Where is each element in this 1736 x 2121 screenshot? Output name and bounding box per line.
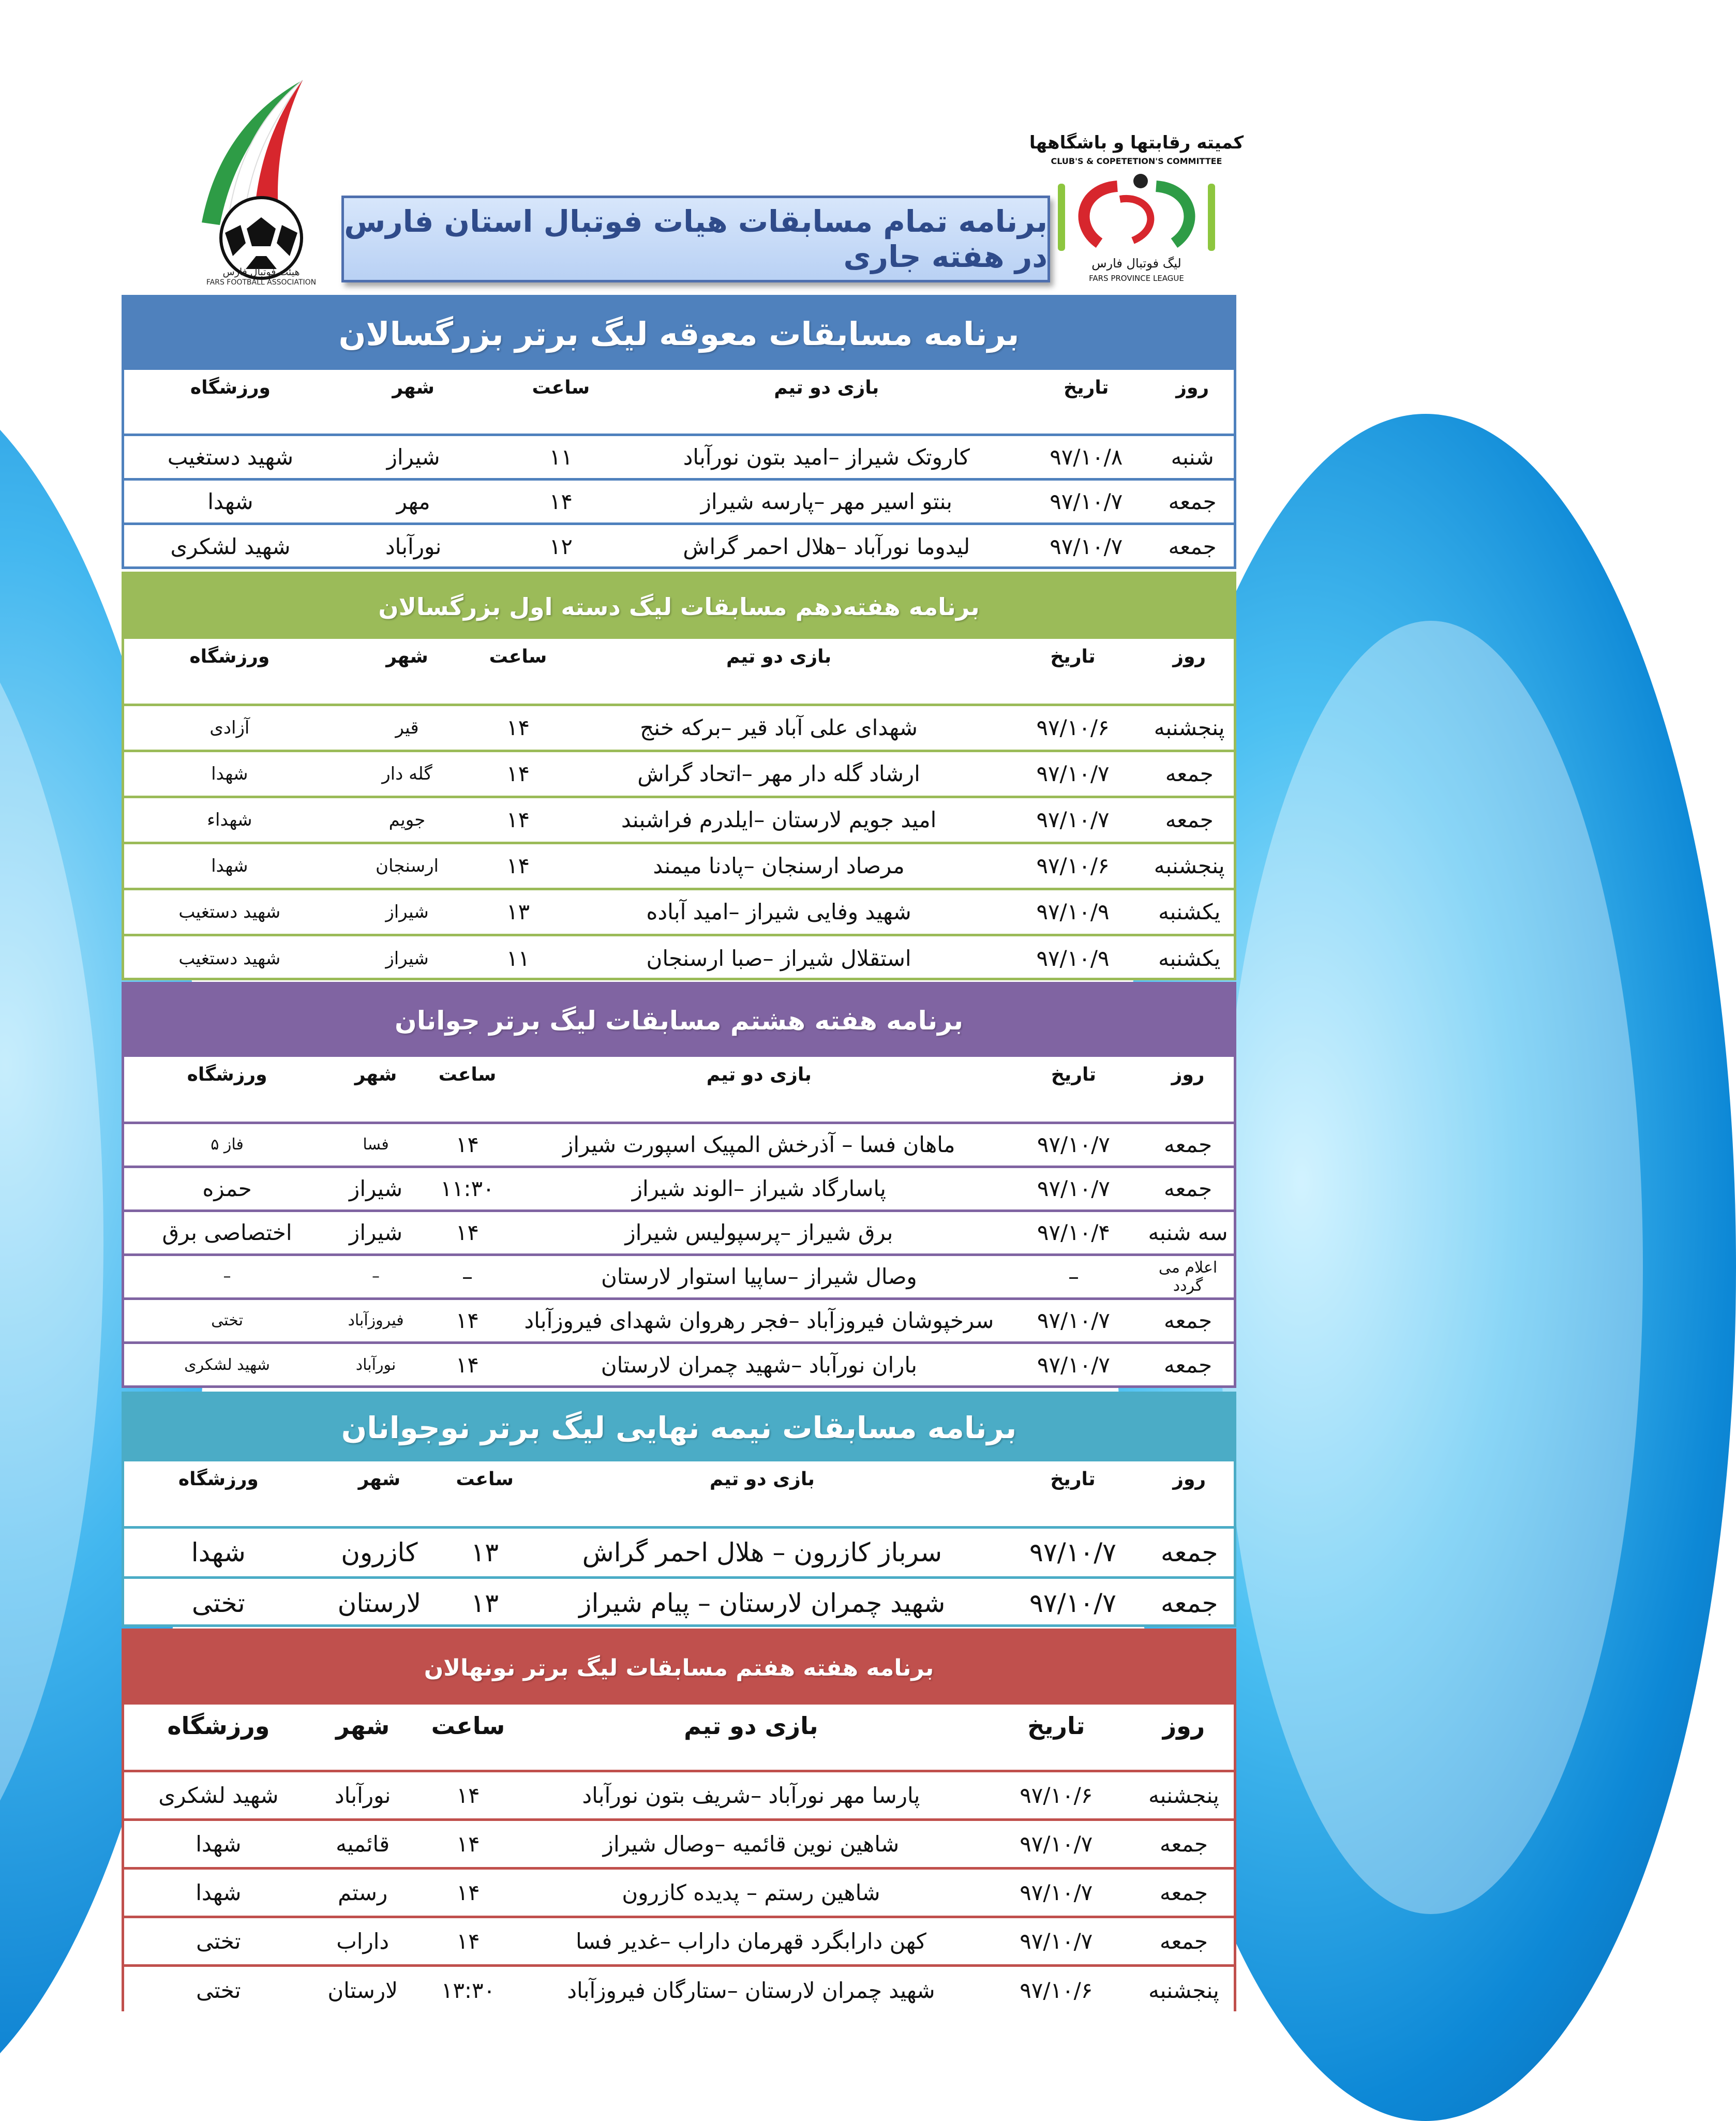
cell-day: جمعه: [1142, 1123, 1234, 1167]
table-header-row: [124, 1705, 1234, 1771]
table-row: [124, 1342, 1234, 1386]
cell-match: کاروتک شیراز –امید بتون نورآباد: [632, 435, 1021, 479]
page-title: برنامه تمام مسابقات هیات فوتبال استان فارس در هفته جاری: [341, 196, 1050, 282]
cell-stadium: شهید دستغیب: [124, 889, 335, 935]
cell-time: ۱۴: [422, 1123, 513, 1167]
left-logo-text-en: FARS FOOTBALL ASSOCIATION: [206, 278, 317, 287]
cell-time: ۱۴: [490, 479, 632, 524]
cell-stadium: تختی: [124, 1577, 313, 1627]
column-header-match: بازی دو تیم: [774, 377, 879, 398]
cell-match: بنتو اسیر مهر –پارسه شیراز: [632, 479, 1021, 524]
cell-stadium: تختی: [124, 1965, 313, 2014]
cell-date: –: [1005, 1254, 1142, 1298]
table-row: [124, 1577, 1234, 1627]
cell-match: شهدای علی آباد قیر –برکه خنج: [557, 705, 1001, 751]
cell-city: شیراز: [335, 889, 480, 935]
column-header-time: ساعت: [532, 377, 590, 398]
table-header-row: [124, 370, 1234, 435]
cell-time: ۱۳: [446, 1577, 523, 1627]
cell-city: شیراز: [335, 935, 480, 981]
column-header-day: روز: [1176, 377, 1209, 398]
cell-city: –: [330, 1254, 422, 1298]
cell-match: شاهین رستم – پدیده کازرون: [523, 1868, 978, 1917]
fars-province-league-logo: [1029, 132, 1244, 285]
cell-time: ۱۴: [479, 705, 557, 751]
schedule-table: [124, 370, 1234, 568]
schedule-section-1: [122, 295, 1236, 569]
cell-city: فسا: [330, 1123, 422, 1167]
right-logo-text-en: CLUB'S & COPETETION'S COMMITTEE: [1051, 156, 1222, 166]
table-row: [124, 524, 1234, 568]
cell-date: ۹۷/۱۰/۷: [1001, 1527, 1145, 1577]
table-row: [124, 435, 1234, 479]
cell-stadium: شهدا: [124, 751, 335, 797]
column-header-date: تاریخ: [1050, 646, 1096, 667]
column-header-date: تاریخ: [1064, 377, 1109, 398]
cell-match: باران نورآباد –شهید چمران لارستان: [513, 1342, 1005, 1386]
cell-date: ۹۷/۱۰/۹: [1001, 889, 1145, 935]
column-header-stadium: ورزشگاه: [189, 646, 270, 667]
cell-time: ۱۳: [479, 889, 557, 935]
schedule-table: [124, 1461, 1234, 1627]
cell-stadium: تختی: [124, 1298, 330, 1342]
schedule-table: [124, 1705, 1234, 2014]
cell-stadium: شهدا: [124, 1527, 313, 1577]
section-title: برنامه مسابقات معوقه لیگ برتر بزرگسالان: [124, 297, 1234, 370]
cell-match: پارسا مهر نورآباد –شریف بتون نورآباد: [523, 1771, 978, 1819]
schedule-section-3: [122, 982, 1236, 1388]
cell-time: ۱۱: [479, 935, 557, 981]
cell-date: ۹۷/۱۰/۶: [979, 1965, 1134, 2014]
table-row: [124, 889, 1234, 935]
cell-day: پنجشنبه: [1145, 843, 1234, 889]
cell-city: قیر: [335, 705, 480, 751]
background-swoosh-right-highlight: [1219, 621, 1643, 1914]
cell-day: اعلام می گردد: [1142, 1254, 1234, 1298]
table-row: [124, 1771, 1234, 1819]
cell-date: ۹۷/۱۰/۷: [1001, 797, 1145, 843]
column-header-day: روز: [1171, 1064, 1205, 1085]
cell-stadium: شهدا: [124, 479, 337, 524]
cell-day: جمعه: [1134, 1819, 1234, 1868]
table-row: [124, 751, 1234, 797]
cell-time: ۱۴: [413, 1819, 524, 1868]
column-header-time: ساعت: [431, 1712, 505, 1740]
cell-match: کهن دارابگرد قهرمان داراب –غدیر فسا: [523, 1917, 978, 1965]
cell-city: داراب: [313, 1917, 413, 1965]
column-header-date: تاریخ: [1051, 1064, 1097, 1085]
cell-time: ۱۴: [422, 1298, 513, 1342]
cell-date: ۹۷/۱۰/۹: [1001, 935, 1145, 981]
cell-day: پنجشنبه: [1134, 1771, 1234, 1819]
cell-time: ۱۴: [413, 1917, 524, 1965]
fars-football-association-logo: [184, 78, 339, 285]
left-logo-text: هیئت فوتبال فارس: [222, 266, 300, 278]
cell-stadium: شهید دستغیب: [124, 935, 335, 981]
section-title: برنامه هفته هفتم مسابقات لیگ برتر نونهالان: [124, 1631, 1234, 1705]
schedule-table: [124, 639, 1234, 981]
cell-city: فیروزآباد: [330, 1298, 422, 1342]
cell-time: ۱۲: [490, 524, 632, 568]
column-header-time: ساعت: [438, 1064, 497, 1085]
column-header-stadium: ورزشگاه: [187, 1064, 267, 1085]
cell-date: ۹۷/۱۰/۷: [979, 1819, 1134, 1868]
cell-date: ۹۷/۱۰/۷: [979, 1917, 1134, 1965]
column-header-date: تاریخ: [1050, 1469, 1096, 1490]
cell-date: ۹۷/۱۰/۷: [1001, 751, 1145, 797]
table-header-row: [124, 639, 1234, 705]
column-header-day: روز: [1173, 1469, 1206, 1490]
table-row: [124, 705, 1234, 751]
cell-match: سرباز کازرون – هلال احمر گراش: [523, 1527, 1000, 1577]
column-header-stadium: ورزشگاه: [178, 1469, 259, 1490]
cell-match: برق شیراز –پرسپولیس شیراز: [513, 1211, 1005, 1254]
cell-stadium: شهید لشکری: [124, 1771, 313, 1819]
cell-day: جمعه: [1151, 479, 1234, 524]
column-header-city: شهر: [386, 646, 428, 667]
cell-day: پنجشنبه: [1134, 1965, 1234, 2014]
cell-day: جمعه: [1142, 1342, 1234, 1386]
table-row: [124, 1298, 1234, 1342]
schedule-table: [124, 1057, 1234, 1386]
cell-time: ۱۴: [413, 1868, 524, 1917]
column-header-match: بازی دو تیم: [709, 1469, 815, 1490]
table-row: [124, 1965, 1234, 2014]
cell-stadium: اختصاصی برق: [124, 1211, 330, 1254]
right-logo-text: کمیته رقابتها و باشگاهها: [1029, 132, 1244, 153]
cell-match: ارشاد گله دار مهر –اتحاد گراش: [557, 751, 1001, 797]
right-logo-league-en: FARS PROVINCE LEAGUE: [1089, 274, 1184, 283]
table-row: [124, 843, 1234, 889]
cell-date: ۹۷/۱۰/۶: [979, 1771, 1134, 1819]
cell-stadium: شهدا: [124, 1819, 313, 1868]
cell-time: ۱۴: [422, 1211, 513, 1254]
cell-time: –: [422, 1254, 513, 1298]
section-title: برنامه مسابقات نیمه نهایی لیگ برتر نوجوانان: [124, 1394, 1234, 1461]
column-header-time: ساعت: [489, 646, 547, 667]
cell-match: وصال شیراز –ساپیا استوار لارستان: [513, 1254, 1005, 1298]
column-header-city: شهر: [336, 1712, 390, 1740]
schedule-section-2: [122, 572, 1236, 980]
cell-stadium: شهدا: [124, 843, 335, 889]
cell-match: شاهین نوین قائمیه –وصال شیراز: [523, 1819, 978, 1868]
column-header-city: شهر: [354, 1064, 397, 1085]
column-header-time: ساعت: [456, 1469, 514, 1490]
cell-city: جویم: [335, 797, 480, 843]
cell-time: ۱۱: [490, 435, 632, 479]
cell-city: لارستان: [313, 1577, 446, 1627]
column-header-stadium: ورزشگاه: [190, 377, 271, 398]
cell-date: ۹۷/۱۰/۷: [1001, 1577, 1145, 1627]
cell-match: امید جویم لارستان –ایلدرم فراشبند: [557, 797, 1001, 843]
cell-city: قائمیه: [313, 1819, 413, 1868]
cell-match: استقلال شیراز –صبا ارسنجان: [557, 935, 1001, 981]
column-header-day: روز: [1162, 1712, 1205, 1740]
cell-day: جمعه: [1142, 1167, 1234, 1211]
cell-stadium: شهید دستغیب: [124, 435, 337, 479]
cell-day: جمعه: [1151, 524, 1234, 568]
cell-date: ۹۷/۱۰/۸: [1021, 435, 1151, 479]
cell-city: نورآباد: [337, 524, 490, 568]
cell-match: شهید چمران لارستان – پیام شیراز: [523, 1577, 1000, 1627]
cell-stadium: حمزه: [124, 1167, 330, 1211]
cell-city: رستم: [313, 1868, 413, 1917]
section-title: برنامه هفته هشتم مسابقات لیگ برتر جوانان: [124, 984, 1234, 1057]
cell-match: شهید وفایی شیراز –امید آباده: [557, 889, 1001, 935]
table-header-row: [124, 1057, 1234, 1123]
table-row: [124, 479, 1234, 524]
cell-day: جمعه: [1145, 751, 1234, 797]
cell-time: ۱۴: [479, 751, 557, 797]
table-row: [124, 1527, 1234, 1577]
cell-date: ۹۷/۱۰/۶: [1001, 843, 1145, 889]
cell-stadium: شهداء: [124, 797, 335, 843]
cell-date: ۹۷/۱۰/۷: [1005, 1123, 1142, 1167]
cell-time: ۱۴: [413, 1771, 524, 1819]
cell-date: ۹۷/۱۰/۷: [1005, 1298, 1142, 1342]
cell-date: ۹۷/۱۰/۷: [1005, 1167, 1142, 1211]
right-logo-league: لیگ فوتبال فارس: [1091, 256, 1181, 271]
cell-city: نورآباد: [313, 1771, 413, 1819]
cell-stadium: شهید لشکری: [124, 1342, 330, 1386]
column-header-city: شهر: [392, 377, 435, 398]
cell-city: ارسنجان: [335, 843, 480, 889]
table-row: [124, 1167, 1234, 1211]
cell-city: لارستان: [313, 1965, 413, 2014]
column-header-date: تاریخ: [1027, 1712, 1085, 1740]
cell-time: ۱۴: [479, 797, 557, 843]
cell-time: ۱۱:۳۰: [422, 1167, 513, 1211]
column-header-match: بازی دو تیم: [706, 1064, 812, 1085]
cell-day: یکشنبه: [1145, 935, 1234, 981]
cell-stadium: تختی: [124, 1917, 313, 1965]
cell-date: ۹۷/۱۰/۴: [1005, 1211, 1142, 1254]
cell-city: شیراز: [330, 1167, 422, 1211]
cell-date: ۹۷/۱۰/۷: [1021, 524, 1151, 568]
cell-city: کازرون: [313, 1527, 446, 1577]
cell-city: مهر: [337, 479, 490, 524]
schedule-section-4: [122, 1392, 1236, 1627]
section-title: برنامه هفته‌دهم مسابقات لیگ دسته اول بزرگسالان: [124, 574, 1234, 639]
table-row: [124, 935, 1234, 981]
table-row: [124, 1868, 1234, 1917]
cell-stadium: شهید لشکری: [124, 524, 337, 568]
schedule-section-5: [122, 1629, 1236, 2011]
cell-day: جمعه: [1145, 1577, 1234, 1627]
table-row: [124, 797, 1234, 843]
cell-match: ماهان فسا – آذرخش المپیک اسپورت شیراز: [513, 1123, 1005, 1167]
cell-day: جمعه: [1134, 1917, 1234, 1965]
cell-stadium: آزادی: [124, 705, 335, 751]
cell-stadium: –: [124, 1254, 330, 1298]
table-row: [124, 1917, 1234, 1965]
table-row: [124, 1819, 1234, 1868]
cell-stadium: فاز ۵: [124, 1123, 330, 1167]
cell-city: شیراز: [330, 1211, 422, 1254]
column-header-match: بازی دو تیم: [684, 1712, 818, 1740]
cell-day: شنبه: [1151, 435, 1234, 479]
cell-match: مرصاد ارسنجان –پادنا میمند: [557, 843, 1001, 889]
cell-day: پنجشنبه: [1145, 705, 1234, 751]
cell-city: شیراز: [337, 435, 490, 479]
table-row: [124, 1123, 1234, 1167]
column-header-day: روز: [1173, 646, 1206, 667]
cell-day: یکشنبه: [1145, 889, 1234, 935]
cell-date: ۹۷/۱۰/۶: [1001, 705, 1145, 751]
cell-day: سه شنبه: [1142, 1211, 1234, 1254]
cell-date: ۹۷/۱۰/۷: [1021, 479, 1151, 524]
cell-time: ۱۴: [422, 1342, 513, 1386]
cell-date: ۹۷/۱۰/۷: [1005, 1342, 1142, 1386]
table-header-row: [124, 1461, 1234, 1527]
table-row: [124, 1254, 1234, 1298]
cell-match: سرخپوشان فیروزآباد –فجر رهروان شهدای فیروزآباد: [513, 1298, 1005, 1342]
table-row: [124, 1211, 1234, 1254]
cell-day: جمعه: [1142, 1298, 1234, 1342]
cell-day: جمعه: [1145, 1527, 1234, 1577]
cell-city: نورآباد: [330, 1342, 422, 1386]
cell-stadium: شهدا: [124, 1868, 313, 1917]
column-header-match: بازی دو تیم: [726, 646, 832, 667]
cell-time: ۱۳:۳۰: [413, 1965, 524, 2014]
cell-match: لیدوما نورآباد –هلال احمر گراش: [632, 524, 1021, 568]
cell-match: شهید چمران لارستان –ستارگان فیروزآباد: [523, 1965, 978, 2014]
column-header-stadium: ورزشگاه: [167, 1712, 270, 1740]
column-header-city: شهر: [358, 1469, 401, 1490]
cell-city: گله دار: [335, 751, 480, 797]
cell-match: پاسارگاد شیراز –الوند شیراز: [513, 1167, 1005, 1211]
cell-day: جمعه: [1134, 1868, 1234, 1917]
cell-date: ۹۷/۱۰/۷: [979, 1868, 1134, 1917]
cell-time: ۱۴: [479, 843, 557, 889]
cell-day: جمعه: [1145, 797, 1234, 843]
cell-time: ۱۳: [446, 1527, 523, 1577]
